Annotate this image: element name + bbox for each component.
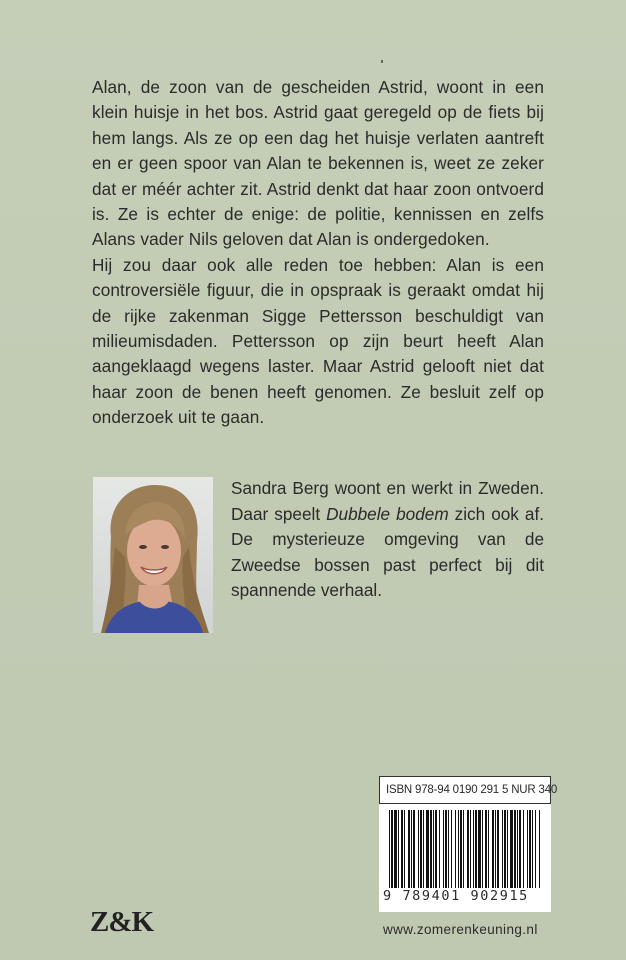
barcode-label [379,776,558,912]
barcode-stripe [497,810,499,888]
barcode-stripe [495,810,496,888]
barcode-stripe [391,810,393,888]
barcode-stripe [398,810,399,888]
author-bio-intro: Sandra Berg woont en werkt in Zweden. Daar speelt [231,478,544,524]
barcode-stripe [430,810,432,888]
barcode-stripe [439,810,440,888]
barcode-stripe [455,810,456,888]
author-bio-paragraph [231,476,544,604]
barcode-stripe [492,810,494,888]
book-blurb [92,75,544,431]
barcode-stripe [532,810,533,888]
isbn-nur-line: ISBN 978-94 0190 291 5 NUR 340 [379,776,551,804]
book-title: Dubbele bodem [326,503,449,524]
barcode-stripe [517,810,518,888]
barcode-stripe [502,810,503,888]
blurb-paragraph-2: Hij zou daar ook alle reden toe hebben: Alan is een controversiële figuur, die in opspraak is geraakt omdat hij de rijke zakenman Sigge Pettersson beschuldigt van milieumisdaden. Pettersson op zijn beurt heeft Alan aangeklaagd wegens laster. Maar Astrid gelooft niet dat haar zoon de benen heeft genomen. Ze besluit zelf op onderzoek uit te gaan. [92,254,544,428]
barcode-stripe [460,810,462,888]
barcode-stripe [504,810,506,888]
barcode-stripe [463,810,464,888]
barcode-stripe [535,810,536,888]
author-photo [93,477,213,633]
print-speck [381,60,383,63]
barcode-stripe [507,810,508,888]
publisher-website-link[interactable]: www.zomerenkeuning.nl [383,922,538,937]
barcode-stripe [433,810,434,888]
barcode-stripe [514,810,516,888]
barcode-stripe [488,810,489,888]
publisher-logo: Z&K [90,906,154,938]
barcode-stripe [482,810,483,888]
barcode-stripe [467,810,469,888]
barcode-stripe [478,810,481,888]
barcode-stripe [423,810,424,888]
barcode-stripe [426,810,429,888]
barcode-stripe [443,810,444,888]
barcode-stripe [529,810,531,888]
author-bio-rest: zich ook af. De mysterieuze omgeving van de Zweedse bossen past perfect bij dit spannende verhaal. [231,503,544,601]
barcode-stripe [413,810,415,888]
blurb-paragraph-1: Alan, de zoon van de gescheiden Astrid, woont in een klein huisje in het bos. Astrid gaat geregeld op de fiets bij hem langs. Als ze op een dag het huisje verlaten aantreft en er geen spoor van Alan te bekennen is, weet ze zeker dat er méér achter zit. Astrid denkt dat haar zoon ontvoerd is. Ze is echter de enige: de politie, kennissen en zelfs Alans vader Nils geloven dat Alan is ondergedoken. [92,77,544,250]
barcode-stripe [473,810,474,888]
barcode-stripe [401,810,403,888]
barcode-stripe [475,810,477,888]
barcode-stripe [523,810,524,888]
barcode-digits: 9 789401 902915 [383,888,529,904]
barcode-stripe [448,810,449,888]
barcode-stripe [527,810,528,888]
barcode-stripe [404,810,405,888]
barcode-stripe [510,810,513,888]
barcode-stripe [458,810,459,888]
barcode-stripe [485,810,487,888]
author-portrait-image [93,477,213,633]
author-bio [231,476,544,604]
barcode-stripe [470,810,471,888]
barcode-stripe [389,810,390,888]
barcode-stripe [445,810,447,888]
barcode-stripe [411,810,412,888]
barcode-stripe [451,810,452,888]
barcode-bars [389,810,541,888]
barcode-stripe [408,810,410,888]
barcode-stripe [394,810,397,888]
barcode-stripe [435,810,437,888]
barcode-stripe [539,810,540,888]
barcode-stripe [519,810,521,888]
barcode-stripe [418,810,419,888]
barcode-stripe [420,810,422,888]
